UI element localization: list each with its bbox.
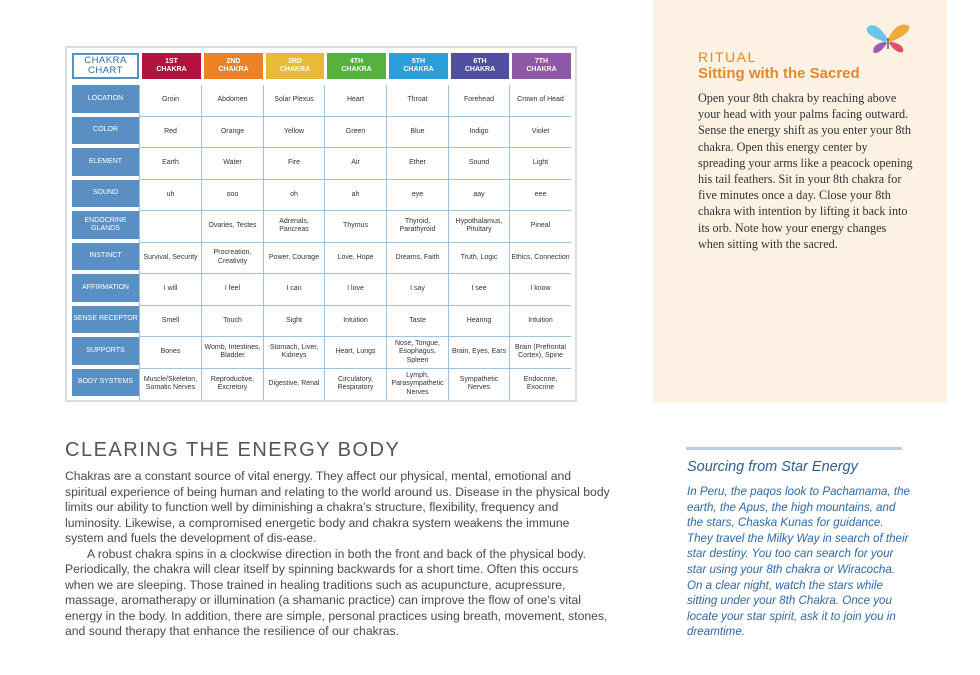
table-cell: Forehead bbox=[448, 85, 509, 117]
table-cell: Survival, Security bbox=[139, 243, 201, 275]
table-cell: Adrenals, Pancreas bbox=[263, 211, 324, 243]
chakra-name: CHAKRA bbox=[526, 66, 557, 73]
sidebar-body: In Peru, the paqos look to Pachamama, the earth, the Apus, the high mountains, and the stars, Chaska Kunas for guidance. They travel the Milky Way in search of their star destiny. You too can search for your star using your 8th chakra or Wiracocha. On a clear night, watch the stars while sitting under your 8th Chakra. Once you locate your star spirit, ask it to join you in dreamtime. bbox=[687, 485, 910, 639]
ritual-kicker: RITUAL bbox=[698, 49, 757, 65]
table-cell: ah bbox=[324, 180, 386, 212]
chakra-name: CHAKRA bbox=[341, 66, 372, 73]
table-cell: Truth, Logic bbox=[448, 243, 509, 275]
sidebar-rule bbox=[686, 447, 902, 450]
chakra-header-7 bbox=[509, 53, 571, 79]
table-cell: Reproductive, Excretory bbox=[201, 369, 263, 401]
table-cell: Solar Plexus bbox=[263, 85, 324, 117]
table-cell: Ethics, Connection bbox=[509, 243, 571, 275]
row-label: LOCATION bbox=[72, 85, 139, 117]
chakra-header-5 bbox=[386, 53, 448, 79]
table-cell: Brain, Eyes, Ears bbox=[448, 337, 509, 369]
table-cell: Thyroid, Parathyroid bbox=[386, 211, 448, 243]
chart-row bbox=[72, 148, 571, 180]
ritual-body: Open your 8th chakra by reaching above your head with your palms facing outward. Sense the energy shift as you enter your 8th chakra. Open this energy center by spreading your arms like a peacock opening his tail feathers. Sit in your 8th chakra for five minutes once a day. Close your 8th chakra with intention by lifting it back into its orb. Note how your energy changes when sitting with the sacred. bbox=[698, 91, 913, 251]
table-cell: Touch bbox=[201, 306, 263, 338]
table-cell: Ether bbox=[386, 148, 448, 180]
chakra-name: CHAKRA bbox=[279, 66, 311, 73]
chakra-num: 3RD bbox=[287, 58, 302, 65]
table-cell: Heart, Lungs bbox=[324, 337, 386, 369]
table-cell: Brain (Prefrontal Cortex), Spine bbox=[509, 337, 571, 369]
section-title: CLEARING THE ENERGY BODY bbox=[65, 439, 401, 461]
chart-row bbox=[72, 243, 571, 275]
row-label: ELEMENT bbox=[72, 148, 139, 180]
table-cell: Violet bbox=[509, 117, 571, 149]
article-body bbox=[65, 469, 610, 640]
butterfly-icon bbox=[865, 22, 911, 56]
chakra-num: 1ST bbox=[165, 58, 178, 65]
table-cell: Digestive, Renal bbox=[263, 369, 324, 401]
chart-title-line2: CHART bbox=[87, 65, 124, 76]
table-cell: eee bbox=[509, 180, 571, 212]
table-cell: Orange bbox=[201, 117, 263, 149]
table-cell: Sound bbox=[448, 148, 509, 180]
chart-row bbox=[72, 306, 571, 338]
chakra-num: 6TH bbox=[473, 58, 487, 65]
table-cell: I will bbox=[139, 274, 201, 306]
table-cell: Water bbox=[201, 148, 263, 180]
chart-title bbox=[72, 53, 139, 79]
table-cell: Air bbox=[324, 148, 386, 180]
table-cell: Smell bbox=[139, 306, 201, 338]
table-cell: Lymph, Parasympathetic Nerves bbox=[386, 369, 448, 401]
table-cell bbox=[139, 211, 201, 243]
chart-row bbox=[72, 85, 571, 117]
table-cell: Stomach, Liver, Kidneys bbox=[263, 337, 324, 369]
table-cell: Love, Hope bbox=[324, 243, 386, 275]
table-cell: Intuition bbox=[509, 306, 571, 338]
chakra-name: CHAKRA bbox=[403, 66, 434, 73]
table-cell: uh bbox=[139, 180, 201, 212]
table-cell: eye bbox=[386, 180, 448, 212]
table-cell: Dreams, Faith bbox=[386, 243, 448, 275]
chakra-chart bbox=[65, 46, 577, 402]
table-cell: Light bbox=[509, 148, 571, 180]
table-cell: Womb, Intestines, Bladder bbox=[201, 337, 263, 369]
table-cell: Intuition bbox=[324, 306, 386, 338]
chakra-header-2 bbox=[201, 53, 263, 79]
table-cell: I see bbox=[448, 274, 509, 306]
table-cell: oh bbox=[263, 180, 324, 212]
table-cell: Bones bbox=[139, 337, 201, 369]
table-cell: Hearing bbox=[448, 306, 509, 338]
table-cell: Yellow bbox=[263, 117, 324, 149]
table-cell: I know bbox=[509, 274, 571, 306]
chakra-header-4 bbox=[324, 53, 386, 79]
table-cell: Crown of Head bbox=[509, 85, 571, 117]
table-cell: Ovaries, Testes bbox=[201, 211, 263, 243]
row-label: SOUND bbox=[72, 180, 139, 212]
chart-row bbox=[72, 117, 571, 149]
table-cell: I can bbox=[263, 274, 324, 306]
row-label: BODY SYSTEMS bbox=[72, 369, 139, 401]
chakra-name: CHAKRA bbox=[218, 66, 249, 73]
article-paragraph-1: Chakras are a constant source of vital energy. They affect our physical, mental, emotional and spiritual experience of being human and relating to the world around us. Disease in the physical body limits our ability to function well by diminishing a chakra’s structure, flexibility, frequency and luminosity. Likewise, a compromised energetic body and chakra system weakens the immune system and fuels the development of dis-ease. bbox=[65, 469, 610, 545]
chart-header-row bbox=[72, 53, 571, 79]
row-label: INSTINCT bbox=[72, 243, 139, 275]
table-cell: aay bbox=[448, 180, 509, 212]
table-cell: Procreation, Creativity bbox=[201, 243, 263, 275]
row-label: SUPPORTS bbox=[72, 337, 139, 369]
sidebar-title: Sourcing from Star Energy bbox=[687, 459, 858, 475]
table-cell: Pineal bbox=[509, 211, 571, 243]
table-cell: Hypothalamus, Pituitary bbox=[448, 211, 509, 243]
table-cell: Fire bbox=[263, 148, 324, 180]
chakra-num: 5TH bbox=[411, 58, 426, 65]
table-cell: I love bbox=[324, 274, 386, 306]
row-label: ENDOCRINE GLANDS bbox=[72, 211, 139, 243]
row-label: AFFIRMATION bbox=[72, 274, 139, 306]
table-cell: I feel bbox=[201, 274, 263, 306]
table-cell: Groin bbox=[139, 85, 201, 117]
table-cell: I say bbox=[386, 274, 448, 306]
chart-body bbox=[72, 85, 571, 400]
chakra-header-1 bbox=[139, 53, 201, 79]
chakra-header-3 bbox=[263, 53, 324, 79]
table-cell: Thymus bbox=[324, 211, 386, 243]
table-cell: Taste bbox=[386, 306, 448, 338]
chart-row bbox=[72, 369, 571, 401]
chakra-num: 7TH bbox=[534, 58, 549, 65]
chart-row bbox=[72, 180, 571, 212]
table-cell: ooo bbox=[201, 180, 263, 212]
chakra-num: 2ND bbox=[226, 58, 241, 65]
table-cell: Green bbox=[324, 117, 386, 149]
ritual-panel bbox=[653, 0, 947, 403]
chakra-table bbox=[72, 53, 571, 400]
chart-row bbox=[72, 274, 571, 306]
table-cell: Sympathetic Nerves bbox=[448, 369, 509, 401]
table-cell: Heart bbox=[324, 85, 386, 117]
row-label: SENSE RECEPTOR bbox=[72, 306, 139, 338]
chakra-header-6 bbox=[448, 53, 509, 79]
table-cell: Indigo bbox=[448, 117, 509, 149]
table-cell: Abdomen bbox=[201, 85, 263, 117]
table-cell: Blue bbox=[386, 117, 448, 149]
article-paragraph-2: A robust chakra spins in a clockwise direction in both the front and back of the physical body. Periodically, the chakra will clear itself by spinning backwards for a short time. Often this occurs when we are sleeping. Those trained in healing traditions such as acupuncture, acupressure, massage, aromatherapy or illumination (a shamanic practice) can improve the flow of one’s vital energy in the body. In addition, there are simple, personal practices using breath, movement, stones, and sound therapy that enhance the resilience of our chakras. bbox=[65, 546, 608, 638]
chart-row bbox=[72, 337, 571, 369]
ritual-title: Sitting with the Sacred bbox=[698, 65, 860, 82]
table-cell: Earth bbox=[139, 148, 201, 180]
table-cell: Power, Courage bbox=[263, 243, 324, 275]
row-label: COLOR bbox=[72, 117, 139, 149]
chakra-name: CHAKRA bbox=[156, 66, 187, 73]
table-cell: Throat bbox=[386, 85, 448, 117]
chart-row bbox=[72, 211, 571, 243]
chakra-num: 4TH bbox=[349, 58, 364, 65]
table-cell: Muscle/Skeleton, Somatic Nerves bbox=[139, 369, 201, 401]
table-cell: Red bbox=[139, 117, 201, 149]
chart-title-line1: CHAKRA bbox=[84, 55, 127, 66]
chakra-name: CHAKRA bbox=[464, 66, 496, 73]
table-cell: Nose, Tongue, Esophagus, Spleen bbox=[386, 337, 448, 369]
table-cell: Sight bbox=[263, 306, 324, 338]
table-cell: Circulatory, Respiratory bbox=[324, 369, 386, 401]
table-cell: Endocrine, Exocrine bbox=[509, 369, 571, 401]
